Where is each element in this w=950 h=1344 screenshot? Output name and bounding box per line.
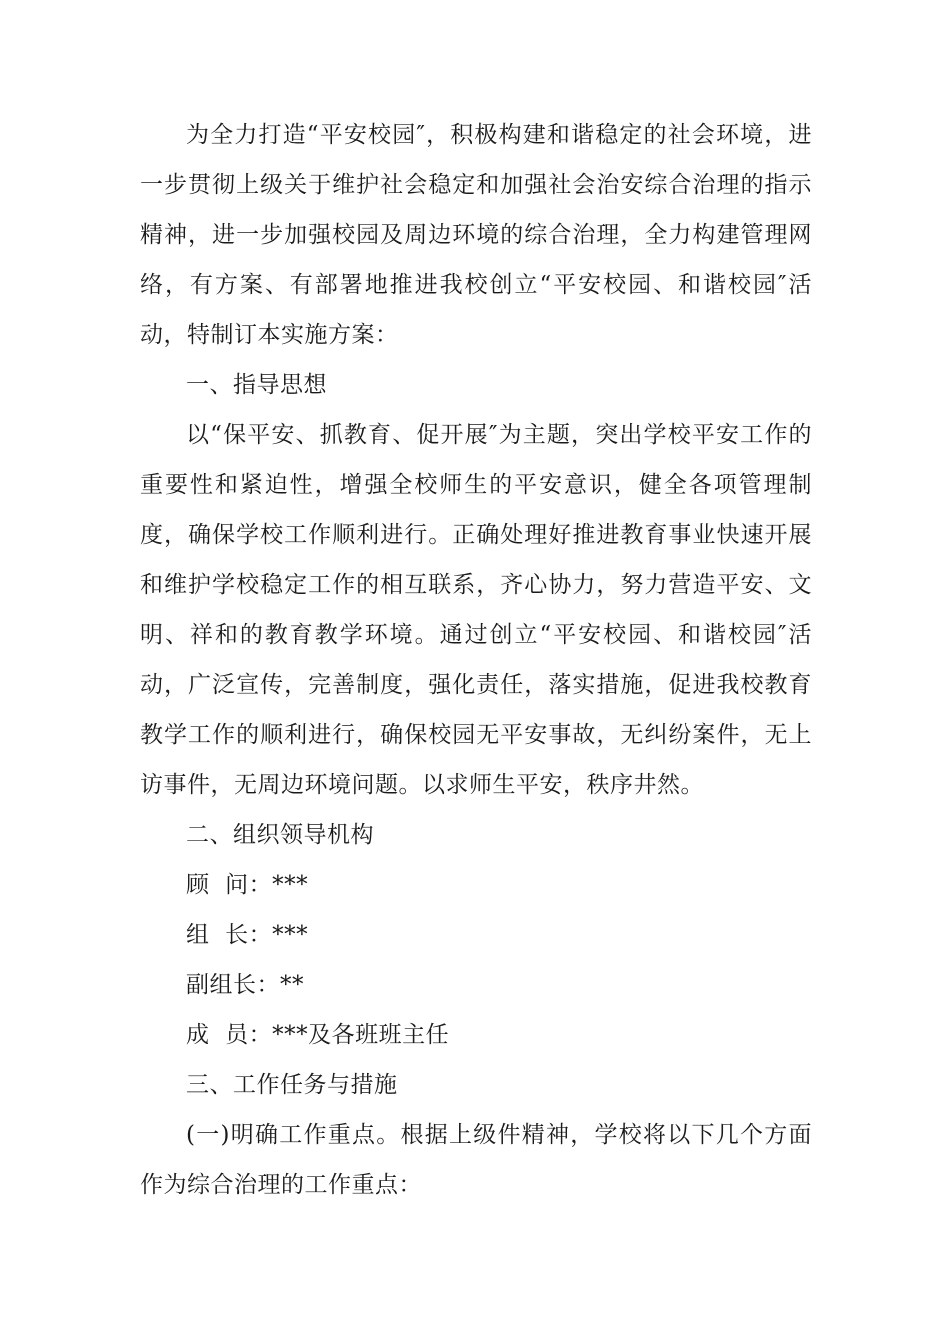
org-members: 成 员：***及各班班主任 bbox=[186, 1022, 450, 1048]
org-adviser: 顾 问：*** bbox=[186, 872, 309, 898]
intro-paragraph: 为全力打造“平安校园″，积极构建和谐稳定的社会环境，进一步贯彻上级关于维护社会稳定和加强社会治安综合治理的指示精神，进一步加强校园及周边环境的综合治理，全力构建管理网络，有方案、有部署地推进我校创立“平安校园、和谐校园″活动，特制订本实施方案： bbox=[140, 122, 812, 348]
section-heading-organization: 二、组织领导机构 bbox=[186, 822, 374, 848]
document-body bbox=[140, 110, 812, 1210]
guiding-ideology-paragraph: 以“保平安、抓教育、促开展″为主题，突出学校平安工作的重要性和紧迫性，增强全校师生的平安意识，健全各项管理制度，确保学校工作顺利进行。正确处理好推进教育事业快速开展和维护学校稳定工作的相互联系，齐心协力，努力营造平安、文明、祥和的教育教学环境。通过创立“平安校园、和谐校园″活动，广泛宣传，完善制度，强化责任，落实措施，促进我校教育教学工作的顺利进行，确保校园无平安事故，无纠纷案件，无上访事件，无周边环境问题。以求师生平安，秩序井然。 bbox=[140, 422, 812, 798]
section-heading-guiding-ideology: 一、指导思想 bbox=[186, 372, 327, 398]
org-deputy: 副组长：** bbox=[186, 972, 304, 998]
section-heading-tasks: 三、工作任务与措施 bbox=[186, 1072, 398, 1098]
tasks-item-1-paragraph: (一)明确工作重点。根据上级件精神，学校将以下几个方面作为综合治理的工作重点： bbox=[140, 1122, 812, 1198]
org-leader: 组 长：*** bbox=[186, 922, 309, 948]
